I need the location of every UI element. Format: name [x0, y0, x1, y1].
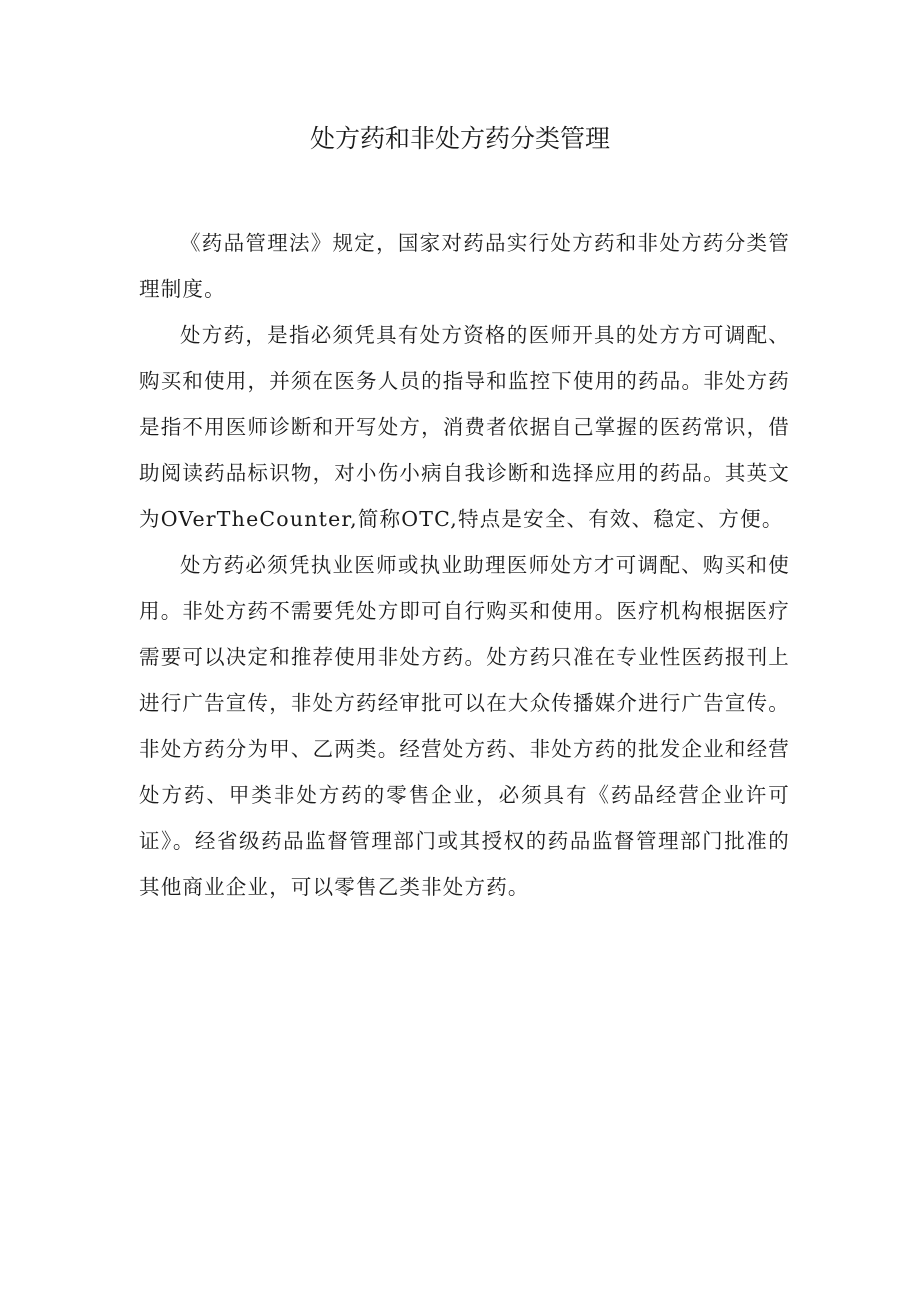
paragraph-definitions: 处方药，是指必须凭具有处方资格的医师开具的处方方可调配、购买和使用，并须在医务人员的指导和监控下使用的药品。非处方药是指不用医师诊断和开写处方，消费者依据自己掌握的医药常识，借助阅读药品标识物，对小伤小病自我诊断和选择应用的药品。其英文为OVerTheCounter,简称OTC,特点是安全、有效、稳定、方便。	[139, 323, 790, 531]
document-title: 处方药和非处方药分类管理	[309, 124, 610, 153]
paragraph-drug-law: 《药品管理法》规定，国家对药品实行处方药和非处方药分类管理制度。	[139, 231, 790, 301]
paragraph-regulations: 处方药必须凭执业医师或执业助理医师处方才可调配、购买和使用。非处方药不需要凭处方即可自行购买和使用。医疗机构根据医疗需要可以决定和推荐使用非处方药。处方药只准在专业性医药报刊上进行广告宣传，非处方药经审批可以在大众传播媒介进行广告宣传。非处方药分为甲、乙两类。经营处方药、非处方药的批发企业和经营处方药、甲类非处方药的零售企业，必须具有《药品经营企业许可证》。经省级药品监督管理部门或其授权的药品监督管理部门批准的其他商业企业，可以零售乙类非处方药。	[139, 553, 790, 899]
document-body	[139, 220, 790, 910]
